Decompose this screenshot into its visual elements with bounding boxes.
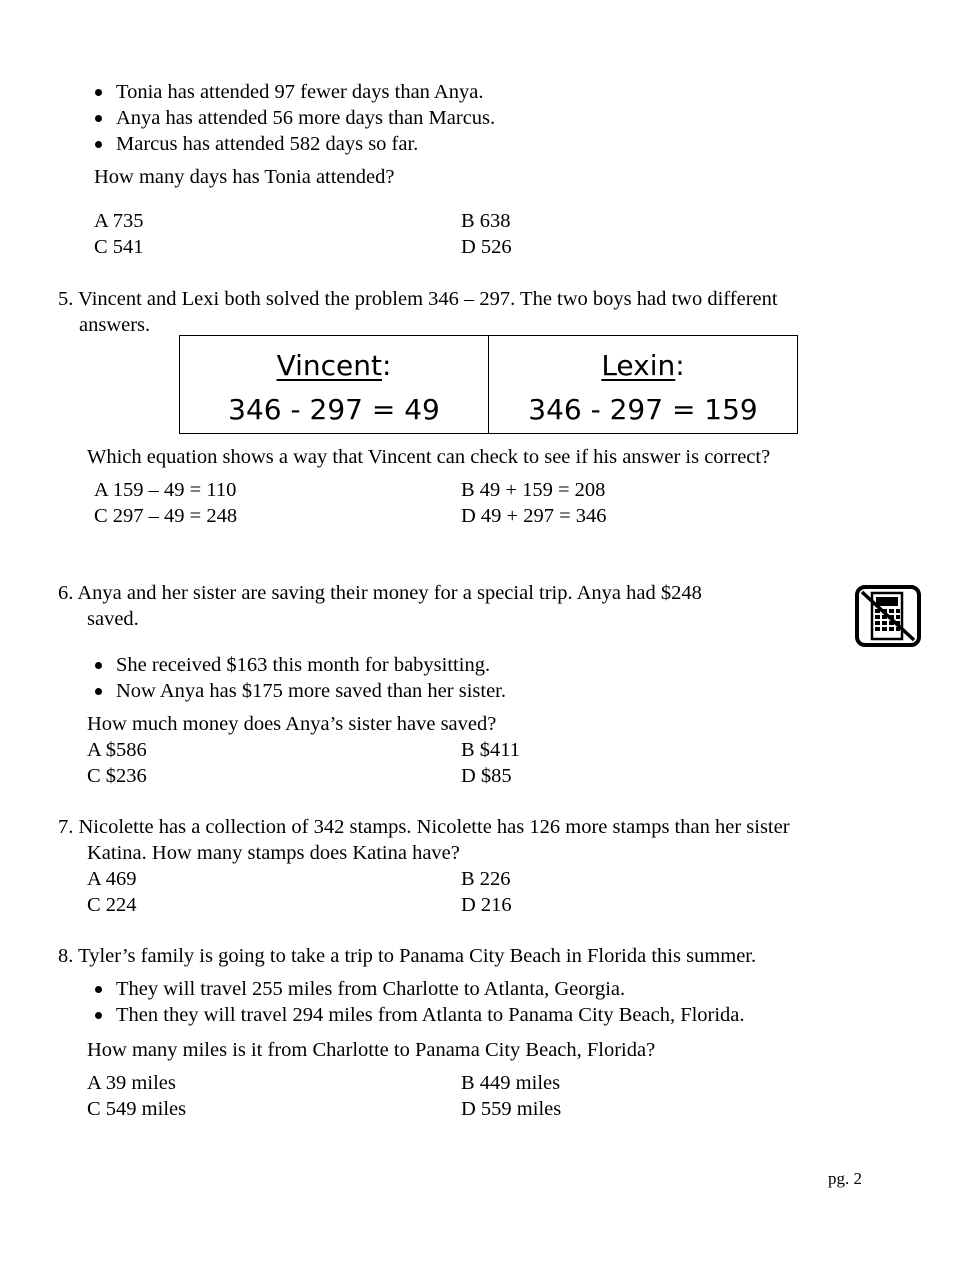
q7-option-d: D 216 xyxy=(461,894,512,916)
q4-option-a: A 735 xyxy=(94,210,144,232)
equation-box xyxy=(179,335,798,434)
q5-option-d: D 49 + 297 = 346 xyxy=(461,505,607,527)
q8-option-b: B 449 miles xyxy=(461,1072,561,1094)
q4-bullet-1: Tonia has attended 97 fewer days than Anya. xyxy=(116,81,484,103)
q4-option-c: C 541 xyxy=(94,236,144,258)
q7-prompt-line1: 7. Nicolette has a collection of 342 stamps. Nicolette has 126 more stamps than her sister xyxy=(58,816,790,838)
lexin-cell xyxy=(488,336,797,433)
q6-prompt-line2: saved. xyxy=(87,608,139,630)
q7-option-a: A 469 xyxy=(87,868,137,890)
q6-prompt-line1: 6. Anya and her sister are saving their money for a special trip. Anya had $248 xyxy=(58,582,702,604)
q5-option-a: A 159 – 49 = 110 xyxy=(94,479,237,501)
q5-option-c: C 297 – 49 = 248 xyxy=(94,505,238,527)
q5-prompt-line1: 5. Vincent and Lexi both solved the problem 346 – 297. The two boys had two different xyxy=(58,288,778,310)
q8-question: How many miles is it from Charlotte to Panama City Beach, Florida? xyxy=(87,1039,656,1061)
q6-option-a: A $586 xyxy=(87,739,147,761)
q8-option-d: D 559 miles xyxy=(461,1098,562,1120)
q8-bullet-2: Then they will travel 294 miles from Atlanta to Panama City Beach, Florida. xyxy=(116,1004,745,1026)
q4-bullet-2: Anya has attended 56 more days than Marcus. xyxy=(116,107,496,129)
lexin-name: Lexin xyxy=(601,349,676,382)
q7-prompt-line2: Katina. How many stamps does Katina have? xyxy=(87,842,460,864)
q8-option-c: C 549 miles xyxy=(87,1098,187,1120)
vincent-colon: : xyxy=(381,349,392,382)
q6-question: How much money does Anya’s sister have saved? xyxy=(87,713,497,735)
q7-option-b: B 226 xyxy=(461,868,511,890)
q6-option-c: C $236 xyxy=(87,765,147,787)
q8-option-a: A 39 miles xyxy=(87,1072,176,1094)
q4-bullet-3: Marcus has attended 582 days so far. xyxy=(116,133,419,155)
q7-option-c: C 224 xyxy=(87,894,137,916)
q6-option-d: D $85 xyxy=(461,765,512,787)
q8-prompt: 8. Tyler’s family is going to take a trip to Panama City Beach in Florida this summer. xyxy=(58,945,757,967)
q4-option-b: B 638 xyxy=(461,210,511,232)
q5-prompt-line2: answers. xyxy=(79,314,151,336)
q5-option-b: B 49 + 159 = 208 xyxy=(461,479,606,501)
page-number: pg. 2 xyxy=(828,1169,862,1188)
vincent-cell xyxy=(180,336,488,433)
q4-question: How many days has Tonia attended? xyxy=(94,166,395,188)
no-calculator-icon xyxy=(854,584,922,648)
vincent-name: Vincent xyxy=(276,349,382,382)
q6-bullet-2: Now Anya has $175 more saved than her sister. xyxy=(116,680,506,702)
q5-question: Which equation shows a way that Vincent can check to see if his answer is correct? xyxy=(87,446,771,468)
lexin-equation: 346 - 297 = 159 xyxy=(528,393,758,426)
vincent-equation: 346 - 297 = 49 xyxy=(228,393,440,426)
q6-option-b: B $411 xyxy=(461,739,521,761)
lexin-colon: : xyxy=(675,349,685,382)
q8-bullet-1: They will travel 255 miles from Charlotte to Atlanta, Georgia. xyxy=(116,978,626,1000)
q6-bullet-1: She received $163 this month for babysitting. xyxy=(116,654,491,676)
q4-option-d: D 526 xyxy=(461,236,512,258)
